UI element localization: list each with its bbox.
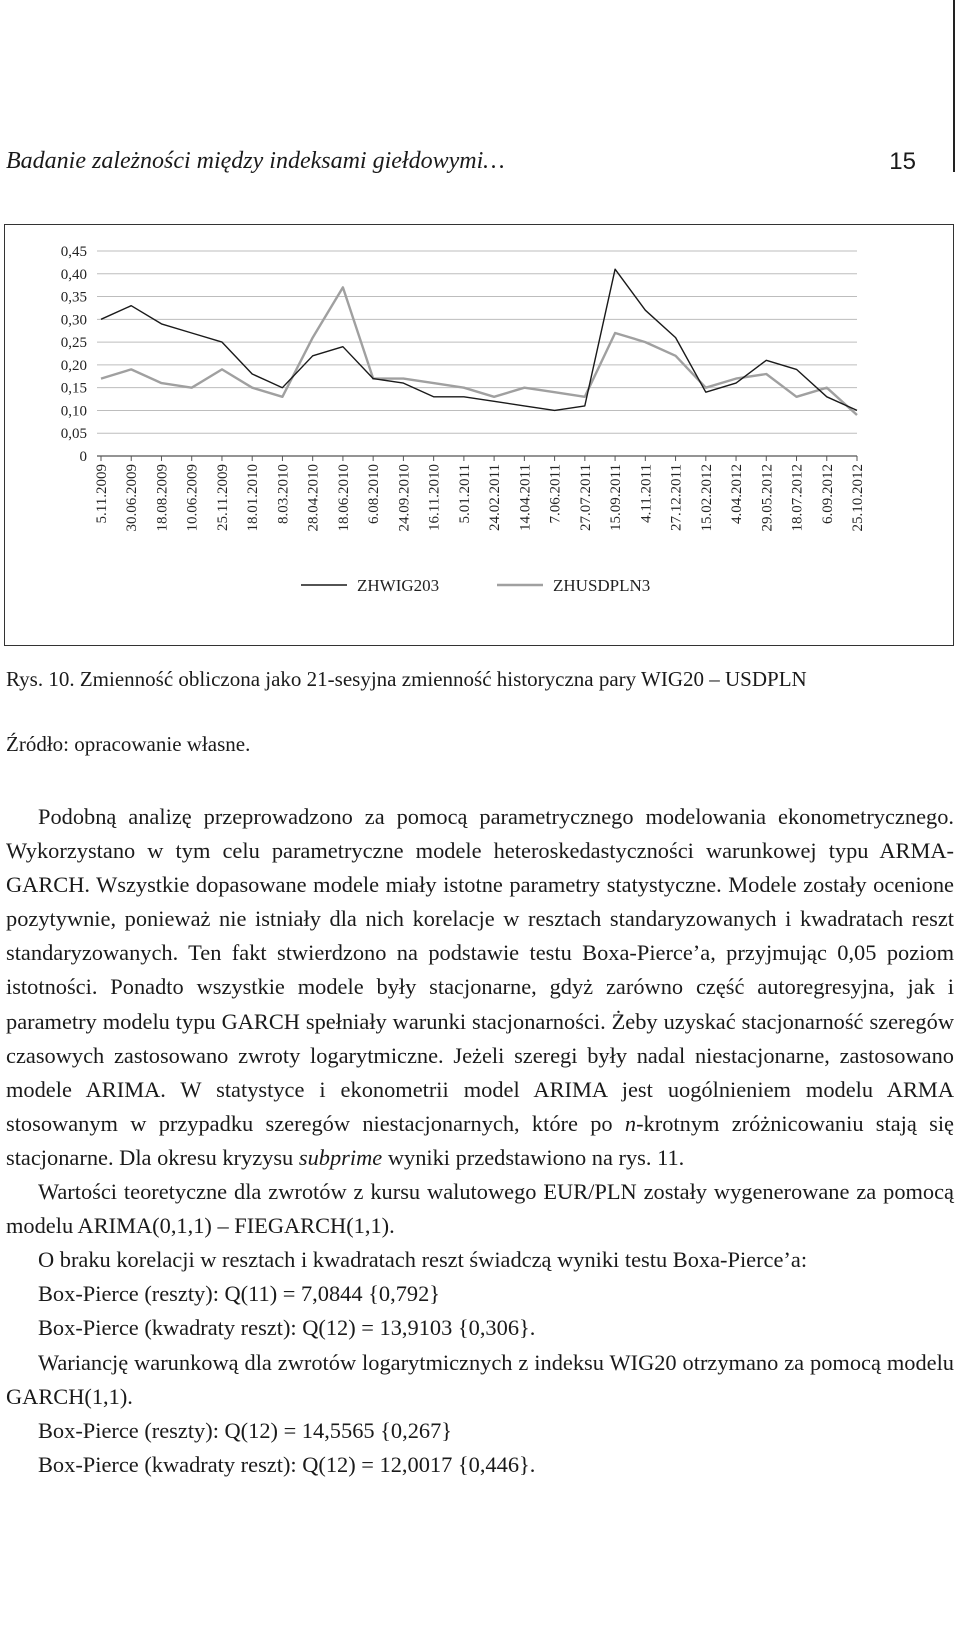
x-tick-label: 4.04.2012 xyxy=(729,464,746,524)
y-tick-label: 0,15 xyxy=(60,380,87,397)
running-head: Badanie zależności między indeksami giełdowymi… xyxy=(6,148,505,174)
x-tick-label: 18.01.2010 xyxy=(245,464,262,532)
y-tick-label: 0,40 xyxy=(60,266,87,283)
x-tick-label: 7.06.2011 xyxy=(547,464,564,524)
y-tick-label: 0 xyxy=(79,449,87,465)
x-tick-label: 25.11.2009 xyxy=(214,464,231,531)
x-tick-label: 15.09.2011 xyxy=(608,464,625,531)
page-number: 15 xyxy=(889,148,916,175)
x-tick-label: 25.10.2012 xyxy=(850,464,866,532)
y-tick-label: 0,45 xyxy=(60,244,87,260)
figure-source: Źródło: opracowanie własne. xyxy=(6,732,251,756)
x-tick-label: 29.05.2012 xyxy=(759,464,776,532)
y-tick-label: 0,25 xyxy=(60,335,87,352)
series-line-zhusdpln3 xyxy=(101,287,857,415)
paragraph-1-text: Podobną analizę przeprowadzono za pomocą parametrycznego modelowania ekonometrycznego. Wykorzystano w tym celu parametryczne modele heteroskedastyczności warunkowej typu ARMA-GARCH. Wszystkie dopasowane modele miały istotne parametry statystyczne. Modele zostały ocenione pozytywnie, ponieważ nie istniały dla nich korelacje w resztach standaryzowanych i kwadratach reszt standaryzowanych. Ten fakt stwierdzono na podstawie testu Boxa-Pierce’a, przyjmując 0,05 poziom istotności. Ponadto wszystkie modele były stacjonarne, gdyż zarówno część autoregresyjna, jak i parametry modelu typu GARCH spełniały warunki stacjonarności. Żeby uzyskać stacjonarność szeregów czasowych zastosowano zwroty logarytmiczne. Jeżeli szeregi były nadal niestacjonarne, zastosowano modele ARIMA. W statystyce i ekonometrii model ARIMA jest uogólnieniem modelu ARMA stosowanym w przypadku szeregów niestacjonarnych, które po xyxy=(6,804,954,1136)
x-tick-label: 18.08.2009 xyxy=(154,464,171,532)
x-tick-label: 27.07.2011 xyxy=(577,464,594,531)
box-pierce-line-3: Box-Pierce (reszty): Q(12) = 14,5565 {0,267} xyxy=(38,1417,453,1443)
y-tick-label: 0,05 xyxy=(60,426,87,443)
paragraph-1-cont: -krotnym zróżnicowaniu stają się stacjonarne. Dla okresu kryzysu xyxy=(6,1110,954,1170)
x-tick-label: 28.04.2010 xyxy=(305,464,322,532)
y-tick-label: 0,35 xyxy=(60,289,87,306)
x-tick-label: 4.11.2011 xyxy=(638,464,655,523)
x-tick-label: 16.11.2010 xyxy=(426,464,443,531)
x-tick-label: 24.09.2010 xyxy=(396,464,413,532)
x-tick-label: 6.08.2010 xyxy=(366,464,383,524)
italic-subprime: subprime xyxy=(298,1144,383,1170)
paragraph-1-end: wyniki przedstawiono na rys. 11. xyxy=(387,1144,685,1170)
paragraph-1 xyxy=(6,800,954,1175)
x-tick-label: 24.02.2011 xyxy=(487,464,504,531)
x-tick-label: 18.07.2012 xyxy=(789,464,806,532)
series-line-zhwig203 xyxy=(101,269,857,410)
legend-label: ZHWIG203 xyxy=(357,576,440,595)
volatility-line-chart xyxy=(5,225,953,645)
y-tick-label: 0,10 xyxy=(60,403,87,420)
x-tick-label: 8.03.2010 xyxy=(275,464,292,524)
x-tick-label: 6.09.2012 xyxy=(819,464,836,524)
x-tick-label: 14.04.2011 xyxy=(517,464,534,531)
paragraph-3: O braku korelacji w resztach i kwadratach reszt świadczą wyniki testu Boxa-Pierce’a: xyxy=(38,1247,808,1273)
x-tick-label: 15.02.2012 xyxy=(698,464,715,532)
figure-caption: Rys. 10. Zmienność obliczona jako 21-sesyjna zmienność historyczna pary WIG20 – USDPLN xyxy=(6,667,807,691)
box-pierce-line-1: Box-Pierce (reszty): Q(11) = 7,0844 {0,792} xyxy=(38,1281,441,1307)
x-tick-label: 5.11.2009 xyxy=(94,464,110,524)
box-pierce-line-4: Box-Pierce (kwadraty reszt): Q(12) = 12,0017 {0,446}. xyxy=(38,1451,536,1477)
y-tick-label: 0,20 xyxy=(60,357,87,374)
x-tick-label: 10.06.2009 xyxy=(184,464,201,532)
box-pierce-line-2: Box-Pierce (kwadraty reszt): Q(12) = 13,9103 {0,306}. xyxy=(38,1315,536,1341)
paragraph-2: Wartości teoretyczne dla zwrotów z kursu walutowego EUR/PLN zostały wygenerowane za pomocą modelu ARIMA(0,1,1) – FIEGARCH(1,1). xyxy=(6,1179,954,1239)
page-corner-rule xyxy=(953,0,955,172)
x-tick-label: 18.06.2010 xyxy=(335,464,352,532)
x-tick-label: 27.12.2011 xyxy=(668,464,685,531)
body-text xyxy=(6,800,954,1482)
italic-n: n xyxy=(624,1110,637,1136)
legend-label: ZHUSDPLN3 xyxy=(553,576,651,595)
paragraph-4: Wariancję warunkową dla zwrotów logarytmicznych z indeksu WIG20 otrzymano za pomocą modelu GARCH(1,1). xyxy=(6,1349,954,1409)
y-tick-label: 0,30 xyxy=(60,312,87,329)
x-tick-label: 30.06.2009 xyxy=(124,464,141,532)
x-tick-label: 5.01.2011 xyxy=(456,464,473,524)
figure-frame xyxy=(4,224,954,646)
